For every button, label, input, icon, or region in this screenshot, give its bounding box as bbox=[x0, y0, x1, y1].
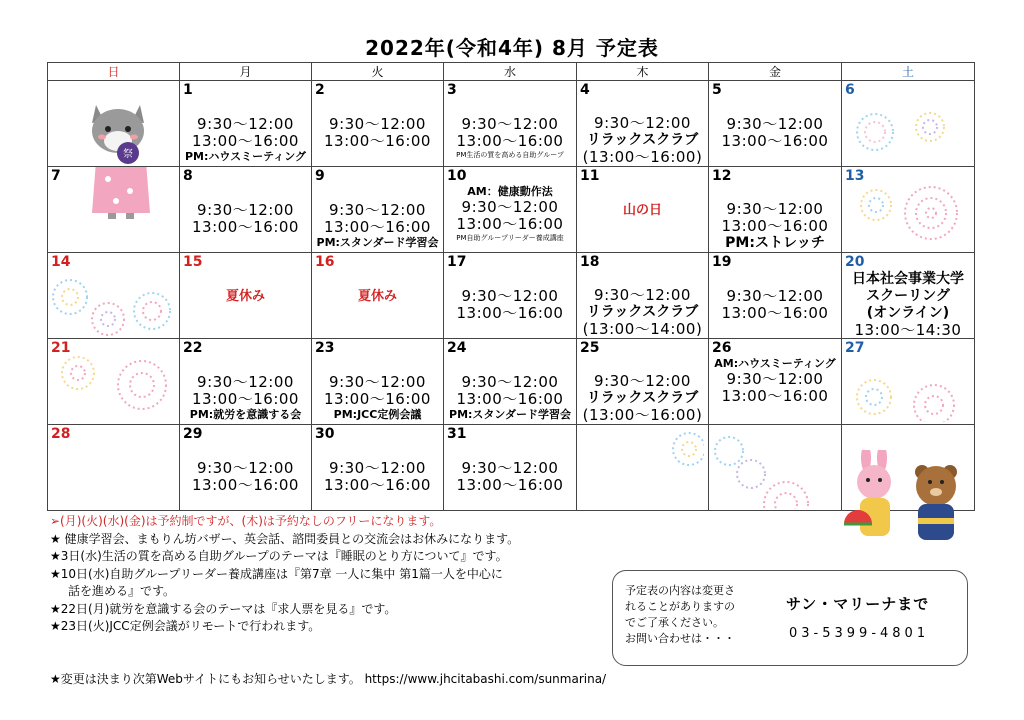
holiday-label: 山の日 bbox=[622, 203, 662, 218]
weekday-mon: 月 bbox=[180, 63, 312, 81]
calendar-cell-day bbox=[444, 253, 577, 339]
event-line: 日本社会事業大学 bbox=[852, 271, 964, 287]
hours-pm: 13:00～16:00 bbox=[456, 476, 564, 494]
calendar-cell-day bbox=[444, 81, 577, 167]
event-line: (オンライン) bbox=[866, 305, 950, 321]
hours-pm: 13:00～16:00 bbox=[721, 387, 829, 405]
day-number: 11 bbox=[580, 168, 600, 184]
weekday-sun: 日 bbox=[48, 63, 180, 81]
weekday-sat: 土 bbox=[842, 63, 975, 81]
calendar-cell-day bbox=[709, 253, 842, 339]
calendar-cell-day bbox=[312, 253, 444, 339]
day-number: 16 bbox=[315, 254, 335, 270]
calendar-cell-day bbox=[842, 81, 975, 167]
note-line: ➢(月)(火)(水)(金)は予約制ですが、(木)は予約なしのフリーになります。 bbox=[50, 514, 442, 528]
calendar-cell-empty bbox=[48, 81, 180, 167]
hours-am: 9:30～12:00 bbox=[461, 198, 559, 216]
week-row-2 bbox=[48, 167, 975, 253]
fireworks-illustration bbox=[850, 97, 960, 167]
weekday-thu: 木 bbox=[577, 63, 709, 81]
day-number: 19 bbox=[712, 254, 732, 270]
calendar-cell-day bbox=[444, 425, 577, 511]
footer-note: ★変更は決まり次第Webサイトにもお知らせいたします。 https://www.jhcitabashi.com/sunmarina/ bbox=[50, 672, 607, 686]
relax-club-time: (13:00～14:00) bbox=[582, 320, 703, 338]
event-note: PM:スタンダード学習会 bbox=[316, 236, 439, 249]
day-number: 14 bbox=[51, 254, 71, 270]
note-line: 話を進める』です。 bbox=[68, 584, 176, 598]
hours-pm: 13:00～16:00 bbox=[324, 390, 431, 408]
page-title: 2022年(令和4年) 8月 予定表 bbox=[365, 36, 659, 60]
note-line: ★ 健康学習会、まもりん坊バザー、英会話、諮問委員との交流会はお休みになります。 bbox=[50, 531, 520, 546]
hours-am: 9:30～12:00 bbox=[461, 459, 559, 477]
hours-am: 9:30～12:00 bbox=[726, 370, 824, 388]
hours-pm: 13:00～16:00 bbox=[324, 132, 431, 150]
contact-name: サン・マリーナまで bbox=[786, 595, 930, 613]
hours-pm: 13:00～16:00 bbox=[456, 304, 564, 322]
fireworks-illustration bbox=[50, 345, 175, 420]
day-number: 1 bbox=[183, 82, 193, 98]
hours-am: 9:30～12:00 bbox=[197, 373, 294, 391]
day-number: 5 bbox=[712, 82, 722, 98]
day-number: 7 bbox=[51, 168, 61, 184]
day-number: 9 bbox=[315, 168, 325, 184]
calendar-cell-day bbox=[48, 167, 180, 253]
week-row-4 bbox=[48, 339, 975, 425]
holiday-label: 夏休み bbox=[225, 289, 265, 304]
day-number: 22 bbox=[183, 340, 203, 356]
calendar-cell-day bbox=[180, 167, 312, 253]
day-number: 10 bbox=[447, 168, 467, 184]
svg-text:祭: 祭 bbox=[123, 149, 133, 160]
contact-notice-line: れることがありますの bbox=[625, 600, 735, 613]
note-line: ★23日(火)JCC定例会議がリモートで行われます。 bbox=[50, 619, 321, 633]
day-number: 23 bbox=[315, 340, 335, 356]
event-note: PM:スタンダード学習会 bbox=[449, 408, 571, 421]
event-am: AM:ハウスミーティング bbox=[714, 357, 836, 370]
hours-am: 9:30～12:00 bbox=[461, 373, 559, 391]
calendar-cell-day bbox=[577, 167, 709, 253]
calendar-cell-day bbox=[48, 425, 180, 511]
calendar-cell-day bbox=[709, 167, 842, 253]
contact-box bbox=[612, 570, 968, 666]
calendar-table bbox=[47, 62, 975, 511]
weekday-fri: 金 bbox=[709, 63, 842, 81]
calendar-cell-empty bbox=[577, 425, 709, 511]
calendar-cell-day bbox=[577, 339, 709, 425]
hours-am: 9:30～12:00 bbox=[329, 201, 426, 219]
day-number: 20 bbox=[845, 254, 865, 270]
relax-club-time: (13:00～16:00) bbox=[582, 148, 703, 166]
hours-pm: 13:00～16:00 bbox=[456, 132, 564, 150]
calendar-cell-day bbox=[312, 339, 444, 425]
weekday-wed: 水 bbox=[444, 63, 577, 81]
hours-am: 9:30～12:00 bbox=[594, 286, 691, 304]
week-row-1 bbox=[48, 81, 975, 167]
calendar-cell-day bbox=[48, 253, 180, 339]
hours-am: 9:30～12:00 bbox=[594, 372, 691, 390]
day-number: 6 bbox=[845, 82, 855, 98]
hours-am: 9:30～12:00 bbox=[197, 115, 294, 133]
hours-am: 9:30～12:00 bbox=[197, 459, 294, 477]
event-note: PM生活の質を高める自助グループ bbox=[456, 151, 564, 159]
hours-am: 9:30～12:00 bbox=[197, 201, 294, 219]
fireworks-illustration bbox=[844, 347, 969, 422]
day-number: 31 bbox=[447, 426, 467, 442]
calendar-cell-day bbox=[180, 425, 312, 511]
calendar-cell-day bbox=[842, 253, 975, 339]
calendar-cell-day bbox=[444, 167, 577, 253]
fireworks-illustration bbox=[711, 429, 836, 509]
hours-am: 9:30～12:00 bbox=[329, 373, 426, 391]
day-number: 12 bbox=[712, 168, 732, 184]
hours-am: 9:30～12:00 bbox=[461, 287, 559, 305]
fireworks-illustration bbox=[846, 175, 966, 250]
contact-notice-line: でご了承ください。 bbox=[625, 616, 724, 629]
hours-pm: 13:00～16:00 bbox=[192, 218, 299, 236]
cat-kimono-illustration bbox=[86, 167, 156, 222]
hours-pm: 13:00～16:00 bbox=[456, 215, 564, 233]
day-number: 8 bbox=[183, 168, 193, 184]
event-note: PM:ハウスミーティング bbox=[185, 150, 306, 163]
notes-section bbox=[50, 513, 519, 636]
calendar-cell-day bbox=[312, 81, 444, 167]
calendar-cell-day bbox=[842, 339, 975, 425]
day-number: 13 bbox=[845, 168, 865, 184]
hours-am: 9:30～12:00 bbox=[726, 200, 824, 218]
hours-pm: 13:00～16:00 bbox=[192, 390, 299, 408]
day-number: 27 bbox=[845, 340, 865, 356]
day-number: 15 bbox=[183, 254, 203, 270]
hours-am: 9:30～12:00 bbox=[329, 459, 426, 477]
relax-club-label: リラックスクラブ bbox=[586, 304, 699, 320]
day-number: 28 bbox=[51, 426, 71, 442]
calendar-cell-day bbox=[48, 339, 180, 425]
event-line: スクーリング bbox=[866, 288, 950, 304]
note-line: ★10日(水)自助グループリーダー養成講座は『第7章 一人に集中 第1篇一人を中心に bbox=[50, 566, 503, 581]
day-number: 17 bbox=[447, 254, 467, 270]
day-number: 25 bbox=[580, 340, 600, 356]
hours-pm: 13:00～16:00 bbox=[192, 476, 299, 494]
weekday-tue: 火 bbox=[312, 63, 444, 81]
calendar-cell-day bbox=[312, 167, 444, 253]
hours-pm: 13:00～16:00 bbox=[456, 390, 564, 408]
day-number: 24 bbox=[447, 340, 467, 356]
fireworks-illustration bbox=[579, 429, 704, 509]
calendar-cell-day bbox=[180, 81, 312, 167]
relax-club-time: (13:00～16:00) bbox=[582, 406, 703, 424]
hours-pm: 13:00～16:00 bbox=[324, 218, 431, 236]
week-row-5 bbox=[48, 425, 975, 511]
calendar-cell-day bbox=[444, 339, 577, 425]
contact-notice bbox=[625, 583, 735, 647]
calendar-cell-day bbox=[842, 167, 975, 253]
day-number: 4 bbox=[580, 82, 590, 98]
event-note: PM自助グループリーダー養成講座 bbox=[456, 234, 564, 242]
hours-am: 9:30～12:00 bbox=[726, 115, 824, 133]
hours-pm: 13:00～16:00 bbox=[721, 132, 829, 150]
day-number: 26 bbox=[712, 340, 732, 356]
event-note: PM:就労を意識する会 bbox=[189, 408, 302, 421]
calendar-cell-day bbox=[312, 425, 444, 511]
event-note: PM:JCC定例会議 bbox=[333, 408, 422, 421]
hours-am: 9:30～12:00 bbox=[461, 115, 559, 133]
hours-am: 9:30～12:00 bbox=[329, 115, 426, 133]
calendar-cell-empty bbox=[709, 425, 842, 511]
relax-club-label: リラックスクラブ bbox=[586, 390, 699, 406]
event-time: 13:00～14:30 bbox=[854, 321, 962, 339]
hours-am: 9:30～12:00 bbox=[726, 287, 824, 305]
day-number: 3 bbox=[447, 82, 457, 98]
hours-pm: 13:00～16:00 bbox=[721, 217, 829, 235]
calendar-cell-day bbox=[709, 339, 842, 425]
note-line: ★22日(月)就労を意識する会のテーマは『求人票を見る』です。 bbox=[50, 601, 397, 616]
week-row-3 bbox=[48, 253, 975, 339]
day-number: 18 bbox=[580, 254, 600, 270]
event-am: AM：健康動作法 bbox=[467, 185, 553, 198]
hours-am: 9:30～12:00 bbox=[594, 114, 691, 132]
calendar-cell-day bbox=[180, 253, 312, 339]
contact-notice-line: 予定表の内容は変更さ bbox=[625, 584, 735, 597]
day-number: 21 bbox=[51, 340, 71, 356]
hours-pm: 13:00～16:00 bbox=[721, 304, 829, 322]
rabbit-bear-illustration bbox=[838, 450, 958, 550]
calendar-cell-day bbox=[180, 339, 312, 425]
relax-club-label: リラックスクラブ bbox=[586, 132, 699, 148]
event-note: PM:ストレッチ bbox=[725, 235, 825, 251]
cat-mascot-illustration bbox=[78, 91, 158, 167]
day-number: 2 bbox=[315, 82, 325, 98]
calendar-cell-day bbox=[709, 81, 842, 167]
calendar-cell-day bbox=[577, 81, 709, 167]
holiday-label: 夏休み bbox=[357, 289, 397, 304]
calendar-cell-day bbox=[577, 253, 709, 339]
contact-phone: 03-5399-4801 bbox=[789, 626, 930, 641]
day-number: 29 bbox=[183, 426, 203, 442]
contact-notice-line: お問い合わせは・・・ bbox=[625, 632, 735, 645]
fireworks-illustration bbox=[50, 269, 175, 339]
hours-pm: 13:00～16:00 bbox=[192, 132, 299, 150]
note-line: ★3日(水)生活の質を高める自助グループのテーマは『睡眠のとり方について』です。 bbox=[50, 549, 508, 563]
day-number: 30 bbox=[315, 426, 335, 442]
weekday-header-row bbox=[48, 63, 975, 81]
hours-pm: 13:00～16:00 bbox=[324, 476, 431, 494]
